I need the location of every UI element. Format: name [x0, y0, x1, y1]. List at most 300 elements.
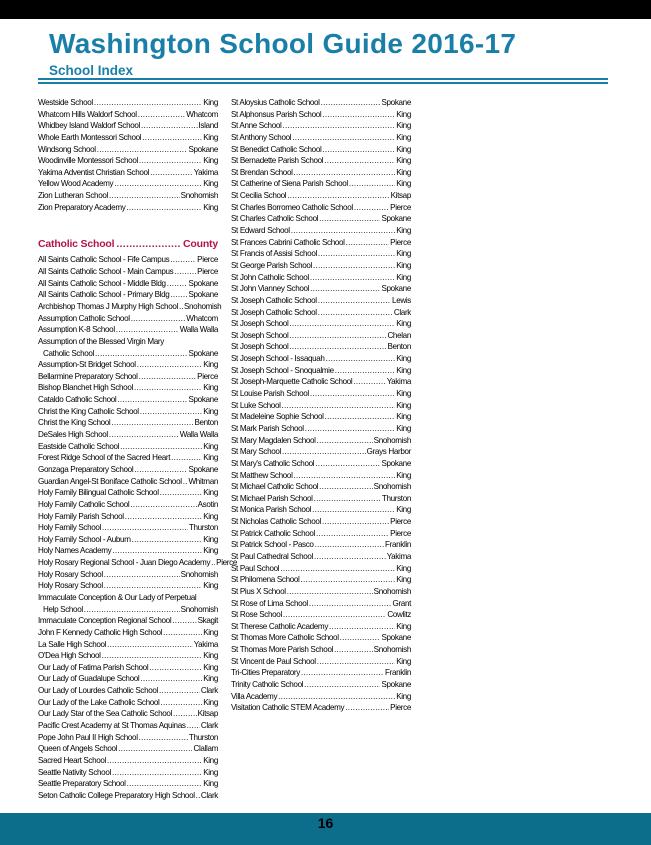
leader-dots [318, 307, 393, 319]
leader-dots [287, 586, 373, 598]
leader-dots [167, 278, 188, 290]
index-entry [38, 592, 218, 604]
leader-dots [84, 604, 180, 616]
school-county: King [203, 674, 218, 684]
school-county: Pierce [197, 371, 218, 381]
leader-dots [329, 621, 395, 633]
index-entry [231, 644, 411, 656]
school-name: St Frances Cabrini Catholic School [231, 237, 345, 247]
index-entry [38, 120, 218, 132]
leader-dots [319, 481, 372, 493]
leader-dots [287, 190, 389, 202]
school-county: King [396, 505, 411, 515]
school-name: St Vincent de Paul School [231, 656, 316, 666]
school-county: Franklin [385, 540, 411, 550]
school-name: Whatcom Hills Waldorf School [38, 109, 137, 119]
school-name: Holy Names Academy [38, 546, 112, 556]
school-name: Whidbey Island Waldorf School [38, 121, 141, 131]
leader-dots [334, 644, 373, 656]
school-name: St Joseph Catholic School [231, 295, 317, 305]
index-entry [38, 569, 218, 581]
leader-dots [130, 499, 196, 511]
leader-dots [139, 371, 197, 383]
index-entry [38, 394, 218, 406]
index-entry [231, 283, 411, 295]
page-subtitle: School Index [49, 63, 134, 78]
school-name: St Nicholas Catholic School [231, 517, 321, 527]
leader-dots [149, 662, 202, 674]
index-entry [231, 295, 411, 307]
school-name: Pacific Crest Academy at St Thomas Aquinas [38, 721, 186, 731]
leader-dots [120, 441, 202, 453]
school-name: Holy Rosary School [38, 569, 103, 579]
leader-dots [319, 213, 380, 225]
leader-dots [304, 679, 380, 691]
index-entry [231, 609, 411, 621]
school-name: St Mary School [231, 447, 281, 457]
school-name: St Bernadette Parish School [231, 156, 324, 166]
leader-dots [171, 452, 202, 464]
index-entry [38, 202, 218, 214]
page-title: Washington School Guide 2016-17 [49, 28, 517, 59]
school-county: King [396, 167, 411, 177]
leader-dots [282, 446, 366, 458]
school-name: Visitation Catholic STEM Academy [231, 703, 345, 713]
school-name: All Saints Catholic School - Fife Campus [38, 255, 170, 265]
school-county: Spokane [188, 278, 218, 288]
leader-dots [138, 109, 186, 121]
index-entry [38, 132, 218, 144]
leader-dots [140, 673, 202, 685]
leader-dots [349, 178, 395, 190]
school-county: Spokane [188, 464, 218, 474]
school-county: Spokane [188, 144, 218, 154]
leader-dots [150, 167, 193, 179]
leader-dots [322, 516, 389, 528]
index-entry [38, 708, 218, 720]
school-name: St Joseph School [231, 319, 289, 329]
index-entry [38, 452, 218, 464]
leader-dots [282, 120, 395, 132]
school-county: King [396, 179, 411, 189]
school-county: Whitman [188, 476, 218, 486]
leader-dots [160, 487, 203, 499]
leader-dots [354, 202, 389, 214]
school-county: Snohomish [373, 482, 411, 492]
leader-dots [289, 341, 386, 353]
index-entry [231, 365, 411, 377]
leader-dots [112, 767, 202, 779]
school-name: All Saints Catholic School - Middle Bldg [38, 278, 166, 288]
leader-dots [301, 667, 384, 679]
leader-dots [107, 755, 202, 767]
school-county: King [203, 511, 218, 521]
school-county: King [396, 563, 411, 573]
leader-dots [116, 236, 181, 252]
school-county: Chelan [387, 330, 411, 340]
school-name: Christ the King Catholic School [38, 406, 139, 416]
school-county: Snohomish [373, 435, 411, 445]
school-county: King [396, 144, 411, 154]
school-name: Seton Catholic College Preparatory High School [38, 790, 195, 800]
leader-dots [353, 376, 385, 388]
school-name: Christ the King School [38, 418, 111, 428]
index-entry [231, 400, 411, 412]
leader-dots [173, 708, 197, 720]
index-entry [231, 388, 411, 400]
school-county: King [396, 365, 411, 375]
index-entry [38, 639, 218, 651]
index-entry [38, 348, 218, 360]
index-entry [231, 598, 411, 610]
school-county: King [203, 488, 218, 498]
index-entry [38, 406, 218, 418]
index-entry [38, 511, 218, 523]
school-name: Our Lady of Lourdes Catholic School [38, 686, 159, 696]
index-entry [38, 313, 218, 325]
school-name: Bellarmine Preparatory School [38, 371, 138, 381]
school-county: Clark [200, 721, 218, 731]
school-county: Thurston [188, 732, 218, 742]
school-county: King [203, 651, 218, 661]
leader-dots [116, 324, 179, 336]
school-name: St Rose School [231, 610, 282, 620]
leader-dots [316, 528, 389, 540]
school-name: St Joseph School [231, 330, 289, 340]
school-name: Seattle Preparatory School [38, 779, 126, 789]
school-county: King [203, 662, 218, 672]
school-county: King [396, 423, 411, 433]
leader-dots [289, 318, 395, 330]
index-entry [38, 627, 218, 639]
school-name: St Joseph School - Issaquah [231, 354, 325, 364]
leader-dots [140, 406, 202, 418]
school-county: Asotin [197, 499, 218, 509]
index-entry [231, 435, 411, 447]
school-name: St Edward School [231, 226, 290, 236]
index-entry [38, 278, 218, 290]
school-name: St Catherine of Siena Parish School [231, 179, 348, 189]
index-entry [38, 778, 218, 790]
index-entry [231, 493, 411, 505]
leader-dots [134, 382, 202, 394]
leader-dots [170, 254, 196, 266]
school-name: Immaculate Conception & Our Lady of Perpetual [38, 592, 197, 602]
school-name: St Paul School [231, 563, 280, 573]
school-name: St Michael Catholic School [231, 482, 319, 492]
school-name: Immaculate Conception Regional School [38, 616, 172, 626]
school-name: La Salle High School [38, 639, 107, 649]
school-name: St Michael Parish School [231, 493, 313, 503]
school-name: Gonzaga Preparatory School [38, 464, 134, 474]
index-entry [38, 545, 218, 557]
leader-dots [291, 225, 395, 237]
school-county: King [203, 406, 218, 416]
school-county: King [203, 546, 218, 556]
leader-dots [310, 272, 395, 284]
school-county: King [396, 575, 411, 585]
index-entry [38, 97, 218, 109]
school-county: Lewis [392, 295, 411, 305]
school-name: All Saints Catholic School - Main Campus [38, 267, 174, 277]
index-entry [38, 476, 218, 488]
school-county: King [396, 400, 411, 410]
school-county: Spokane [381, 458, 411, 468]
leader-dots [305, 423, 395, 435]
leader-dots [107, 639, 193, 651]
index-entry [231, 318, 411, 330]
leader-dots [159, 685, 200, 697]
school-name: St Joseph School [231, 342, 289, 352]
leader-dots [294, 470, 396, 482]
school-county: King [396, 319, 411, 329]
leader-dots [346, 237, 390, 249]
leader-dots [117, 394, 187, 406]
school-name: Seattle Nativity School [38, 767, 111, 777]
leader-dots [314, 551, 386, 563]
index-entry [231, 132, 411, 144]
school-name: Zion Lutheran School [38, 191, 108, 201]
school-county: Pierce [390, 517, 411, 527]
school-county: Clark [200, 686, 218, 696]
school-county: King [396, 260, 411, 270]
school-county: Spokane [188, 348, 218, 358]
index-entry [38, 266, 218, 278]
school-county: King [203, 202, 218, 212]
index-entry [231, 167, 411, 179]
index-entry [231, 446, 411, 458]
school-name: St Mary Magdalen School [231, 435, 316, 445]
school-county: King [396, 389, 411, 399]
leader-dots [109, 190, 180, 202]
leader-dots [326, 353, 396, 365]
index-entry [231, 330, 411, 342]
school-name: St Pius X School [231, 586, 286, 596]
leader-dots [317, 656, 395, 668]
school-name: Assumption of the Blessed Virgin Mary [38, 336, 164, 346]
school-county: Pierce [197, 267, 218, 277]
leader-dots [132, 534, 203, 546]
index-entry [38, 144, 218, 156]
index-entry [231, 504, 411, 516]
leader-dots [160, 697, 202, 709]
leader-dots [134, 464, 187, 476]
school-county: Snohomish [373, 586, 411, 596]
school-name: St Joseph-Marquette Catholic School [231, 377, 353, 387]
section-heading-location-label: County [183, 238, 218, 251]
index-entry [231, 120, 411, 132]
index-entry [231, 574, 411, 586]
school-county: King [396, 121, 411, 131]
index-entry [231, 702, 411, 714]
school-county: King [203, 179, 218, 189]
school-name: St Anthony School [231, 132, 292, 142]
leader-dots [104, 569, 180, 581]
index-entry [38, 190, 218, 202]
school-county: Pierce [390, 703, 411, 713]
index-entry [231, 458, 411, 470]
leader-dots [170, 289, 187, 301]
school-name: Holy Family Catholic School [38, 499, 130, 509]
index-entry [231, 679, 411, 691]
school-county: Yakima [386, 551, 411, 561]
index-entry [38, 650, 218, 662]
school-name: St Therese Catholic Academy [231, 621, 329, 631]
school-name: St Luke School [231, 400, 281, 410]
index-entry [38, 289, 218, 301]
school-county: Kitsap [197, 709, 218, 719]
school-name: St Brendan School [231, 167, 293, 177]
school-county: Pierce [216, 558, 237, 568]
index-entry [38, 109, 218, 121]
leader-dots [289, 330, 386, 342]
index-entry [38, 755, 218, 767]
school-name: St Joseph School - Snoqualmie [231, 365, 334, 375]
school-county: King [396, 226, 411, 236]
index-entry [38, 487, 218, 499]
index-entry [231, 656, 411, 668]
school-county: Snohomish [373, 645, 411, 655]
school-name: St Alphonsus Parish School [231, 109, 322, 119]
school-county: King [396, 156, 411, 166]
school-county: King [396, 109, 411, 119]
school-name: St Louise Parish School [231, 389, 309, 399]
school-name: Villa Academy [231, 691, 278, 701]
school-name: St Thomas More Parish School [231, 645, 334, 655]
school-name: Forest Ridge School of the Sacred Heart [38, 453, 171, 463]
index-entry [231, 353, 411, 365]
school-county: Spokane [381, 284, 411, 294]
leader-dots [280, 563, 395, 575]
school-county: King [396, 656, 411, 666]
school-county: King [203, 98, 218, 107]
school-name: Holy Family Parish School [38, 511, 124, 521]
school-county: Thurston [188, 523, 218, 533]
leader-dots [95, 348, 187, 360]
leader-dots [142, 132, 202, 144]
school-name: Whole Earth Montessori School [38, 132, 142, 142]
index-entry [231, 237, 411, 249]
school-county: Whatcom [186, 109, 218, 119]
school-county: King [203, 441, 218, 451]
school-county: Grant [392, 598, 411, 608]
leader-dots [196, 790, 200, 802]
school-name: St Madeleine Sophie School [231, 412, 324, 422]
index-entry [231, 551, 411, 563]
school-name: Pope John Paul II High School [38, 732, 138, 742]
school-county: King [396, 272, 411, 282]
leader-dots [324, 155, 395, 167]
index-entry [231, 539, 411, 551]
leader-dots [112, 545, 202, 557]
index-entry [231, 190, 411, 202]
school-name: Trinity Catholic School [231, 680, 304, 690]
index-entry [38, 732, 218, 744]
school-county: Skagit [197, 616, 218, 626]
school-name: Assumption-St Bridget School [38, 360, 136, 370]
school-name: St Mark Parish School [231, 423, 304, 433]
leader-dots [278, 691, 395, 703]
index-entry [231, 632, 411, 644]
leader-dots [137, 359, 202, 371]
index-entry [38, 359, 218, 371]
school-county: Grays Harbor [366, 447, 411, 457]
index-entry [38, 685, 218, 697]
index-entry [38, 662, 218, 674]
index-entry [38, 382, 218, 394]
leader-dots [292, 132, 395, 144]
school-name: Archbishop Thomas J Murphy High School [38, 301, 178, 311]
school-name: Westside School [38, 98, 93, 107]
section-spacer [38, 213, 218, 236]
index-entry [231, 213, 411, 225]
index-entry [231, 225, 411, 237]
school-county: Benton [194, 418, 218, 428]
leader-dots [111, 417, 193, 429]
school-name: St Cecilia School [231, 191, 287, 201]
index-entry [38, 534, 218, 546]
school-county: Franklin [385, 668, 411, 678]
index-entry [231, 97, 411, 109]
general-school-list [38, 97, 218, 213]
school-county: Island [198, 121, 218, 131]
school-county: Spokane [188, 290, 218, 300]
school-county: King [396, 691, 411, 701]
index-entry [231, 516, 411, 528]
school-name: St Aloysius Catholic School [231, 98, 320, 107]
school-name: Our Lady Star of the Sea Catholic School [38, 709, 173, 719]
index-entry [231, 155, 411, 167]
school-county: Snohomish [180, 569, 218, 579]
school-name: St John Vianney School [231, 284, 310, 294]
index-entry [38, 720, 218, 732]
school-name: Assumption K-8 School [38, 325, 115, 335]
leader-dots [126, 202, 202, 214]
index-entry [231, 202, 411, 214]
leader-dots [310, 388, 395, 400]
index-entry [38, 155, 218, 167]
school-county: Spokane [381, 214, 411, 224]
index-entry [231, 260, 411, 272]
school-county: King [203, 156, 218, 166]
leader-dots [322, 109, 395, 121]
school-county: Spokane [381, 98, 411, 107]
school-name: Zion Preparatory Academy [38, 202, 126, 212]
page-number: 16 [317, 815, 334, 831]
leader-dots [322, 144, 395, 156]
leader-dots [97, 144, 188, 156]
school-name: St Joseph Catholic School [231, 307, 317, 317]
school-county: King [203, 755, 218, 765]
section-heading-label: Catholic School [38, 238, 115, 251]
index-entry [231, 470, 411, 482]
leader-dots [125, 511, 202, 523]
school-county: Pierce [390, 202, 411, 212]
school-county: Clallam [193, 744, 218, 754]
school-county: King [396, 132, 411, 142]
school-name: Holy Family School [38, 523, 101, 533]
school-county: King [203, 767, 218, 777]
school-name: Bishop Blanchet High School [38, 383, 133, 393]
catholic-school-list-continued [231, 97, 411, 714]
index-entry [231, 178, 411, 190]
leader-dots [187, 720, 200, 732]
school-name: Windsong School [38, 144, 96, 154]
school-county: King [396, 249, 411, 259]
school-county: Yakima [193, 639, 218, 649]
school-name: All Saints Catholic School - Primary Bldg [38, 290, 170, 300]
school-county: Benton [387, 342, 411, 352]
